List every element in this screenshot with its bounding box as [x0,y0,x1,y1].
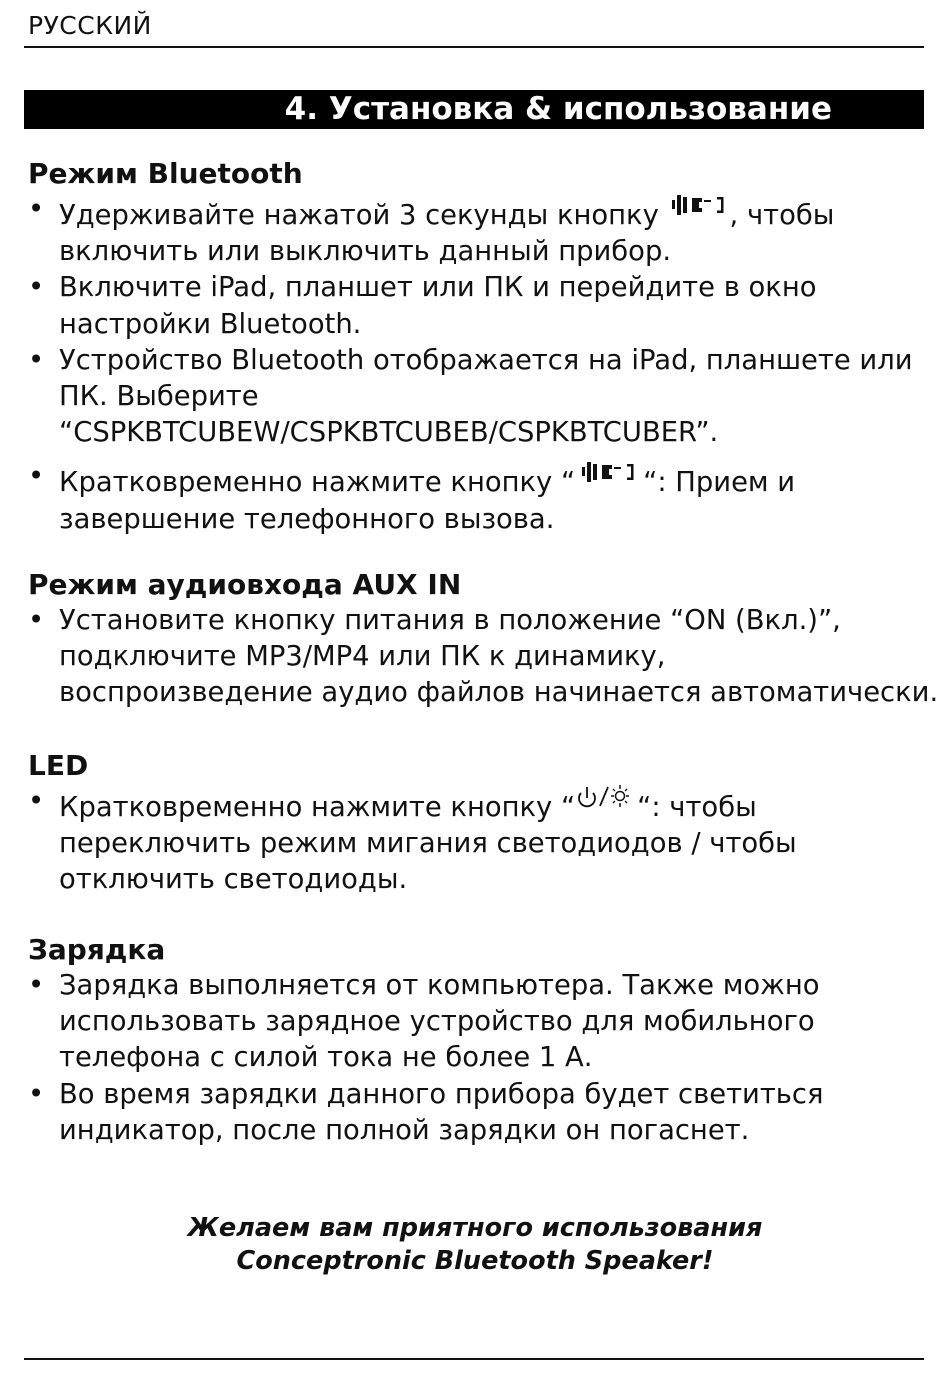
charging-heading: Зарядка [28,933,166,966]
section-title-bar [24,90,924,129]
power-led-button-icon [575,784,637,820]
bluetooth-list [28,192,933,538]
list-item: • Кратковременно нажмите кнопку “ “: чтобы переключить режим мигания светодиодов / чтобы отключить светодиоды. [28,784,933,899]
aux-heading: Режим аудиовхода AUX IN [28,568,462,601]
aux-list [28,603,939,712]
list-item: • Устройство Bluetooth отображается на iPad, планшете или ПК. Выберите “CSPKBTCUBEW/CSPKBTCUBEB/CSPKBTCUBER”. [28,343,933,452]
phone-button-icon [668,192,730,228]
list-item: • Установите кнопку питания в положение “ON (Вкл.)”, подключите MP3/MP4 или ПК к динамику, воспроизведение аудио файлов начинается автоматически. [28,603,933,712]
bluetooth-section [28,156,933,538]
phone-button-icon [575,459,643,495]
led-heading: LED [28,749,89,782]
charging-section [28,932,933,1149]
top-divider [24,46,924,48]
language-label: РУССКИЙ [28,11,152,40]
list-item: • Во время зарядки данного прибора будет светиться индикатор, после полной зарядки он погаснет. [28,1077,933,1149]
bottom-divider [24,1358,924,1360]
list-item: • Удерживайте нажатой 3 секунды кнопку , чтобы включить или выключить данный прибор. [28,192,933,270]
led-list [28,784,933,899]
closing-message [0,1212,950,1278]
section-title: 4. Установка & использование [284,91,832,127]
list-item: • Кратковременно нажмите кнопку “ “: Прием и завершение телефонного вызова. [28,459,933,537]
list-item: • Включите iPad, планшет или ПК и перейдите в окно настройки Bluetooth. [28,270,933,342]
closing-line-1: Желаем вам приятного использования [187,1213,763,1243]
charging-list [28,968,933,1149]
closing-line-2: Conceptronic Bluetooth Speaker! [236,1246,714,1276]
bluetooth-heading: Режим Bluetooth [28,157,303,190]
list-item: • Зарядка выполняется от компьютера. Также можно использовать зарядное устройство для мобильного телефона с силой тока не более 1 А. [28,968,933,1077]
led-section [28,748,933,899]
aux-section [28,567,939,712]
